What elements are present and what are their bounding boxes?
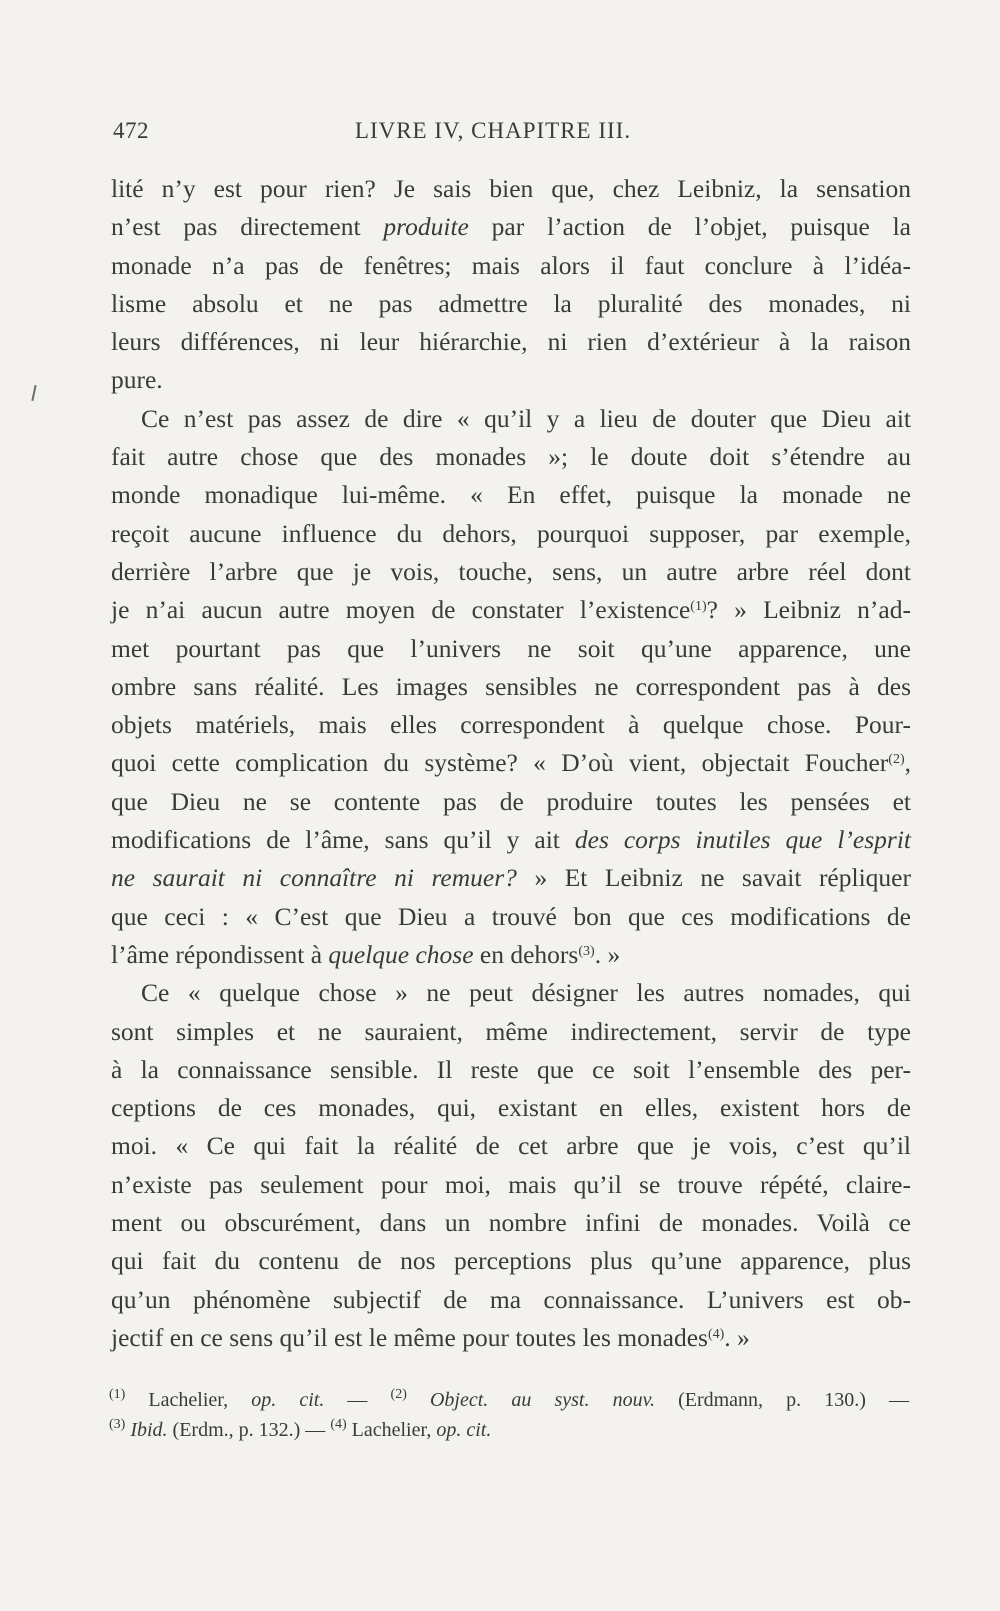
- text-line: derrière l’arbre que je vois, touche, sens, un autre arbre réel dont: [111, 556, 911, 586]
- text-line: modifications de l’âme, sans qu’il y ait des corps inutiles que l’esprit: [111, 825, 912, 855]
- text-line: qui fait du contenu de nos perceptions plus qu’une apparence, plus: [111, 1246, 911, 1276]
- text-line: monde monadique lui-même. « En effet, puisque la monade ne: [111, 480, 911, 510]
- text-line: ceptions de ces monades, qui, existant en elles, existent hors de: [111, 1093, 911, 1123]
- footnote-marker: (2): [390, 1387, 407, 1402]
- body-text: [111, 170, 911, 1357]
- text-line: à la connaissance sensible. Il reste que ce soit l’ensemble des per-: [111, 1054, 911, 1084]
- text-line: pure.: [111, 365, 163, 395]
- text-line: lisme absolu et ne pas admettre la pluralité des monades, ni: [111, 288, 911, 318]
- text-line: l’âme répondissent à quelque chose en dehors$^{(3)}$. »: [111, 939, 621, 969]
- text-line: moi. « Ce qui fait la réalité de cet arbre que je vois, c’est qu’il: [111, 1131, 911, 1161]
- text-line: je n’ai aucun autre moyen de constater l’existence$^{(1)}$? » Leibniz n’ad-: [111, 595, 911, 625]
- text-line: fait autre chose que des monades »; le doute doit s’étendre au: [111, 442, 911, 472]
- text-line: monade n’a pas de fenêtres; mais alors il faut conclure à l’idéa-: [111, 250, 911, 280]
- page-header: [113, 118, 913, 152]
- footnote-ref: (2): [888, 752, 905, 768]
- footnote-marker: (3): [109, 1417, 126, 1432]
- footnote-ref: (3): [578, 943, 595, 959]
- page-number: 472: [113, 118, 149, 143]
- running-title: LIVRE IV, CHAPITRE III.: [354, 118, 632, 143]
- text-line: lité n’y est pour rien? Je sais bien que, chez Leibniz, la sensation: [111, 174, 911, 203]
- text-line: qu’un phénomène subjectif de ma connaissance. L’univers est ob-: [111, 1284, 911, 1314]
- footnote-ref: (4): [707, 1326, 725, 1342]
- text-line: Ce « quelque chose » ne peut désigner les autres nomades, qui: [141, 978, 911, 1008]
- text-line: met pourtant pas que l’univers ne soit qu’une apparence, une: [111, 633, 911, 663]
- text-line: Ce n’est pas assez de dire « qu’il y a lieu de douter que Dieu ait: [141, 403, 911, 433]
- text-line: quoi cette complication du système? « D’où vient, objectait Foucher$^{(2)}$,: [111, 748, 911, 778]
- footnote-marker: (4): [330, 1417, 347, 1432]
- text-line: n’est pas directement produite par l’action de l’objet, puisque la: [111, 212, 911, 242]
- text-line: que ceci : « C’est que Dieu a trouvé bon que ces modifications de: [111, 901, 911, 931]
- text-line: sont simples et ne sauraient, même indirectement, servir de type: [111, 1016, 911, 1046]
- footnote-marker: (1): [109, 1387, 126, 1402]
- text-line: n’existe pas seulement pour moi, mais qu’il se trouve répété, claire-: [111, 1169, 911, 1199]
- italic-text: des corps inutiles que l’esprit: [574, 825, 912, 855]
- text-line: objets matériels, mais elles correspondent à quelque chose. Pour-: [111, 710, 911, 740]
- footnote-ref: (1): [690, 599, 707, 615]
- italic-text: produite: [383, 212, 469, 242]
- italic-text: quelque chose: [328, 939, 474, 969]
- text-line: ment ou obscurément, dans un nombre infini de monades. Voilà ce: [111, 1208, 911, 1238]
- footnote-line: $^{(1)}$ Lachelier, op. cit. — $^{(2)}$ Object. au syst. nouv. (Erdmann, p. 130.) —: [109, 1387, 910, 1411]
- italic-text: ne saurait ni connaître ni remuer?: [111, 863, 517, 893]
- text-line: reçoit aucune influence du dehors, pourquoi supposer, par exemple,: [111, 518, 911, 548]
- footnote-line: $^{(3)}$ Ibid. (Erdm., p. 132.) — $^{(4)}$ Lachelier, op. cit.: [109, 1417, 492, 1441]
- text-line: jectif en ce sens qu’il est le même pour toutes les monades$^{(4)}$. »: [111, 1322, 750, 1352]
- margin-mark: [31, 385, 36, 401]
- text-line: ombre sans réalité. Les images sensibles ne correspondent pas à des: [111, 671, 911, 701]
- text-line: que Dieu ne se contente pas de produire toutes les pensées et: [111, 786, 911, 816]
- text-line: leurs différences, ni leur hiérarchie, ni rien d’extérieur à la raison: [111, 327, 911, 357]
- footnotes: [109, 1385, 909, 1445]
- text-line: ne saurait ni connaître ni remuer? » Et Leibniz ne savait répliquer: [111, 863, 911, 893]
